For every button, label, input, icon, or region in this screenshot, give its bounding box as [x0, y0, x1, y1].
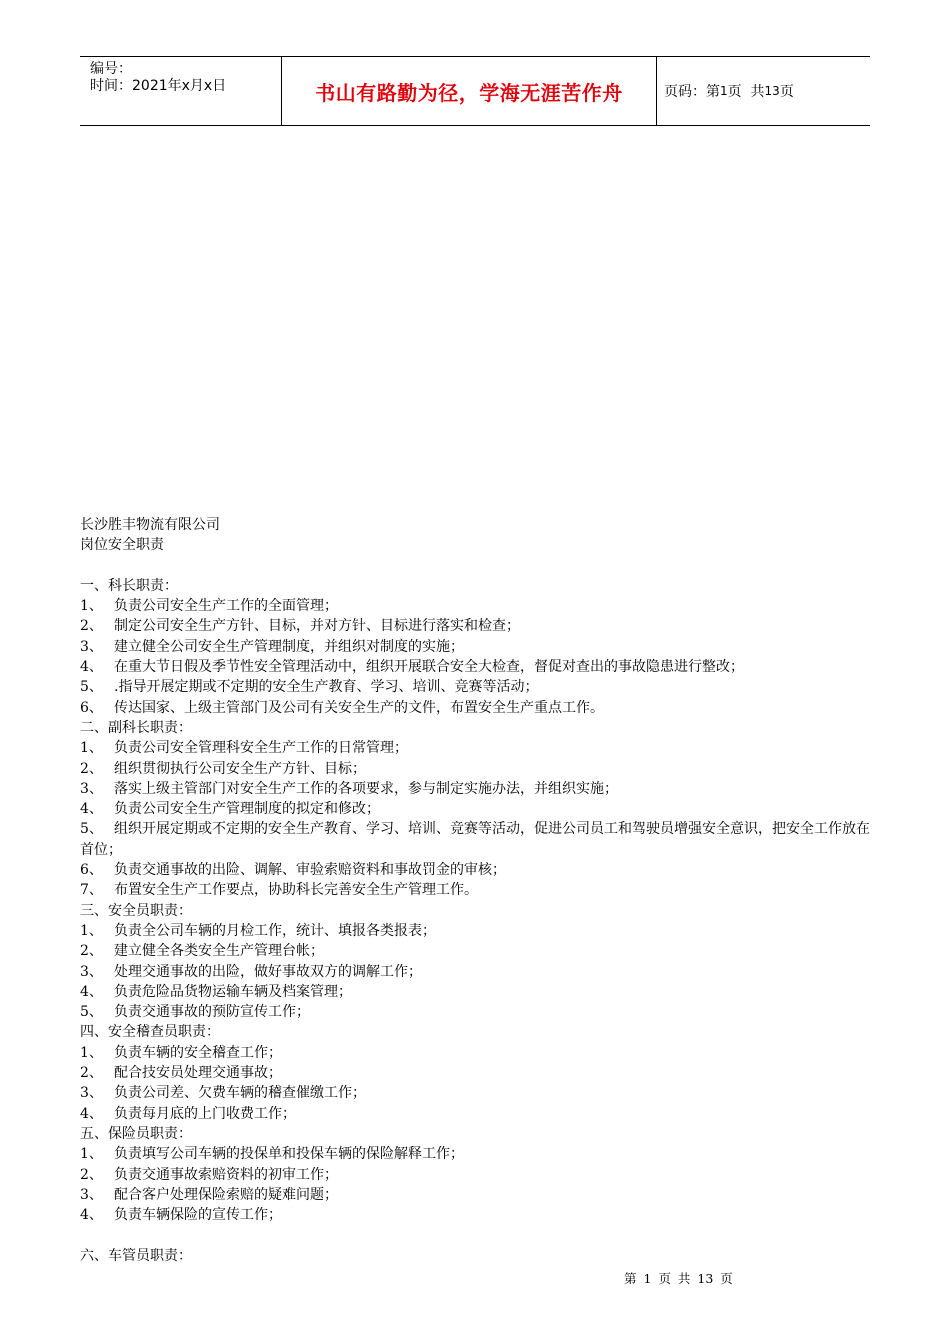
- duty-item: [80, 779, 880, 799]
- duty-item-number: 4、: [80, 801, 103, 818]
- duty-item-text: 建立健全各类安全生产管理台帐；: [114, 943, 324, 960]
- duty-item-number: 3、: [80, 1186, 103, 1203]
- duty-item: [80, 941, 880, 961]
- page-mid: 页 共: [727, 84, 765, 100]
- spacer: [80, 556, 880, 576]
- duty-item-text: 组织贯彻执行公司安全生产方针、目标；: [114, 760, 366, 777]
- duty-item-number: 3、: [80, 963, 103, 980]
- page-header: [80, 56, 870, 126]
- duty-item-text: 负责每月底的上门收费工作；: [114, 1105, 296, 1122]
- header-motto: 书山有路勤为径，学海无涯苦作舟: [315, 80, 623, 105]
- page-prefix: 页码：第: [664, 84, 720, 100]
- duty-item-number: 4、: [80, 983, 103, 1000]
- document-time: 时间：2021年x月x日: [90, 78, 227, 94]
- header-motto-cell: [281, 57, 657, 125]
- duty-item-text: 负责车辆保险的宣传工作；: [114, 1207, 282, 1224]
- duty-item-text: 制定公司安全生产方针、目标，并对方针、目标进行落实和检查；: [114, 618, 520, 635]
- duty-item-text: 负责车辆的安全稽查工作；: [114, 1044, 282, 1061]
- duty-item-text: 配合客户处理保险索赔的疑难问题；: [114, 1186, 338, 1203]
- document-number-label: 编号：: [90, 61, 132, 77]
- duty-item: [80, 616, 880, 636]
- duty-item-number: 2、: [80, 1166, 103, 1183]
- duty-item-text: 配合技安员处理交通事故；: [114, 1065, 282, 1082]
- footer-mid: 页 共: [658, 1271, 691, 1286]
- duty-item-number: 2、: [80, 943, 103, 960]
- duty-item-text: 处理交通事故的出险，做好事故双方的调解工作；: [114, 963, 422, 980]
- duty-item-text: 负责公司差、欠费车辆的稽查催缴工作；: [114, 1085, 366, 1102]
- duty-item: [80, 1165, 880, 1185]
- header-page-indicator: [664, 57, 870, 125]
- duty-item: [80, 677, 880, 697]
- duty-item-text: 组织开展定期或不定期的安全生产教育、学习、培训、竞赛等活动，促进公司员工和驾驶员增强安全意识，把安全工作放在首位；: [80, 821, 870, 858]
- duty-item-text: 负责交通事故的出险、调解、审验索赔资料和事故罚金的审核；: [114, 862, 506, 879]
- duty-item-text: 传达国家、上级主管部门及公司有关安全生产的文件，布置安全生产重点工作。: [114, 699, 604, 716]
- duty-item: [80, 1043, 880, 1063]
- duty-item: [80, 1104, 880, 1124]
- duty-item: [80, 1144, 880, 1164]
- spacer: [80, 1225, 880, 1245]
- duty-item: [80, 596, 880, 616]
- section-heading: 二、副科长职责：: [80, 719, 192, 736]
- page-total: 13: [764, 84, 780, 98]
- duty-item-number: 5、: [80, 821, 103, 838]
- duty-item-text: 负责交通事故索赔资料的初审工作；: [114, 1166, 338, 1183]
- duty-item-number: 4、: [80, 659, 103, 676]
- footer-prefix: 第: [624, 1271, 637, 1286]
- duty-item-number: 1、: [80, 740, 103, 757]
- duty-item-number: 1、: [80, 922, 103, 939]
- duty-item-text: 负责公司安全生产工作的全面管理；: [114, 598, 338, 615]
- duty-item-text: 负责公司安全管理科安全生产工作的日常管理；: [114, 740, 408, 757]
- duty-item-number: 3、: [80, 638, 103, 655]
- duty-item-number: 5、: [80, 679, 103, 696]
- company-name: 长沙胜丰物流有限公司: [80, 517, 220, 533]
- duty-item: [80, 1185, 880, 1205]
- duty-item-text: 落实上级主管部门对安全生产工作的各项要求，参与制定实施办法，并组织实施；: [114, 780, 618, 797]
- duty-item-number: 7、: [80, 882, 103, 899]
- duty-item-number: 6、: [80, 862, 103, 879]
- duty-item-number: 2、: [80, 760, 103, 777]
- duty-item: [80, 657, 880, 677]
- duty-item: [80, 698, 880, 718]
- duty-item-text: 负责全公司车辆的月检工作，统计、填报各类报表；: [114, 922, 436, 939]
- document-title: 岗位安全职责: [80, 537, 164, 554]
- duty-item-number: 3、: [80, 1085, 103, 1102]
- duty-item: [80, 1205, 880, 1225]
- duty-sections: [80, 576, 880, 1226]
- duty-item: [80, 1083, 880, 1103]
- section-heading: 三、安全员职责：: [80, 902, 192, 919]
- page-current: 1: [720, 84, 728, 98]
- duty-item-number: 6、: [80, 699, 103, 716]
- duty-item-text: 布置安全生产工作要点，协助科长完善安全生产管理工作。: [114, 882, 478, 899]
- duty-item: [80, 738, 880, 758]
- duty-item: [80, 880, 880, 900]
- section-heading: 五、保险员职责：: [80, 1125, 192, 1142]
- duty-item-number: 2、: [80, 618, 103, 635]
- duty-item: [80, 962, 880, 982]
- duty-item-number: 1、: [80, 598, 103, 615]
- duty-item: [80, 1002, 880, 1022]
- duty-item: [80, 819, 880, 860]
- duty-item: [80, 637, 880, 657]
- section-heading: 六、车管员职责：: [80, 1247, 192, 1264]
- duty-item-text: .指导开展定期或不定期的安全生产教育、学习、培训、竞赛等活动；: [114, 679, 539, 696]
- duty-item-number: 3、: [80, 780, 103, 797]
- page-suffix: 页: [779, 84, 794, 100]
- section-heading: 一、科长职责：: [80, 577, 178, 594]
- duty-item: [80, 1063, 880, 1083]
- duty-item-text: 负责交通事故的预防宣传工作；: [114, 1004, 310, 1021]
- duty-item-text: 负责公司安全生产管理制度的拟定和修改；: [114, 801, 380, 818]
- footer-total: 13: [697, 1271, 714, 1286]
- duty-item-number: 1、: [80, 1146, 103, 1163]
- section-heading: 四、安全稽查员职责：: [80, 1024, 220, 1041]
- duty-item: [80, 982, 880, 1002]
- document-body: [80, 515, 880, 1266]
- duty-item-number: 4、: [80, 1207, 103, 1224]
- duty-item-number: 4、: [80, 1105, 103, 1122]
- duty-item: [80, 799, 880, 819]
- footer-suffix: 页: [720, 1271, 733, 1286]
- duty-item-number: 2、: [80, 1065, 103, 1082]
- duty-item-number: 5、: [80, 1004, 103, 1021]
- header-meta: [90, 57, 282, 129]
- duty-item-text: 负责填写公司车辆的投保单和投保车辆的保险解释工作；: [114, 1146, 464, 1163]
- duty-item: [80, 921, 880, 941]
- duty-item-number: 1、: [80, 1044, 103, 1061]
- duty-item-text: 在重大节日假及季节性安全管理活动中，组织开展联合安全大检查，督促对查出的事故隐患进行整改；: [114, 659, 744, 676]
- duty-item: [80, 860, 880, 880]
- duty-item: [80, 759, 880, 779]
- footer-current: 1: [643, 1271, 652, 1286]
- duty-item-text: 负责危险品货物运输车辆及档案管理；: [114, 983, 352, 1000]
- duty-item-text: 建立健全公司安全生产管理制度，并组织对制度的实施；: [114, 638, 464, 655]
- page-footer: [624, 1269, 733, 1287]
